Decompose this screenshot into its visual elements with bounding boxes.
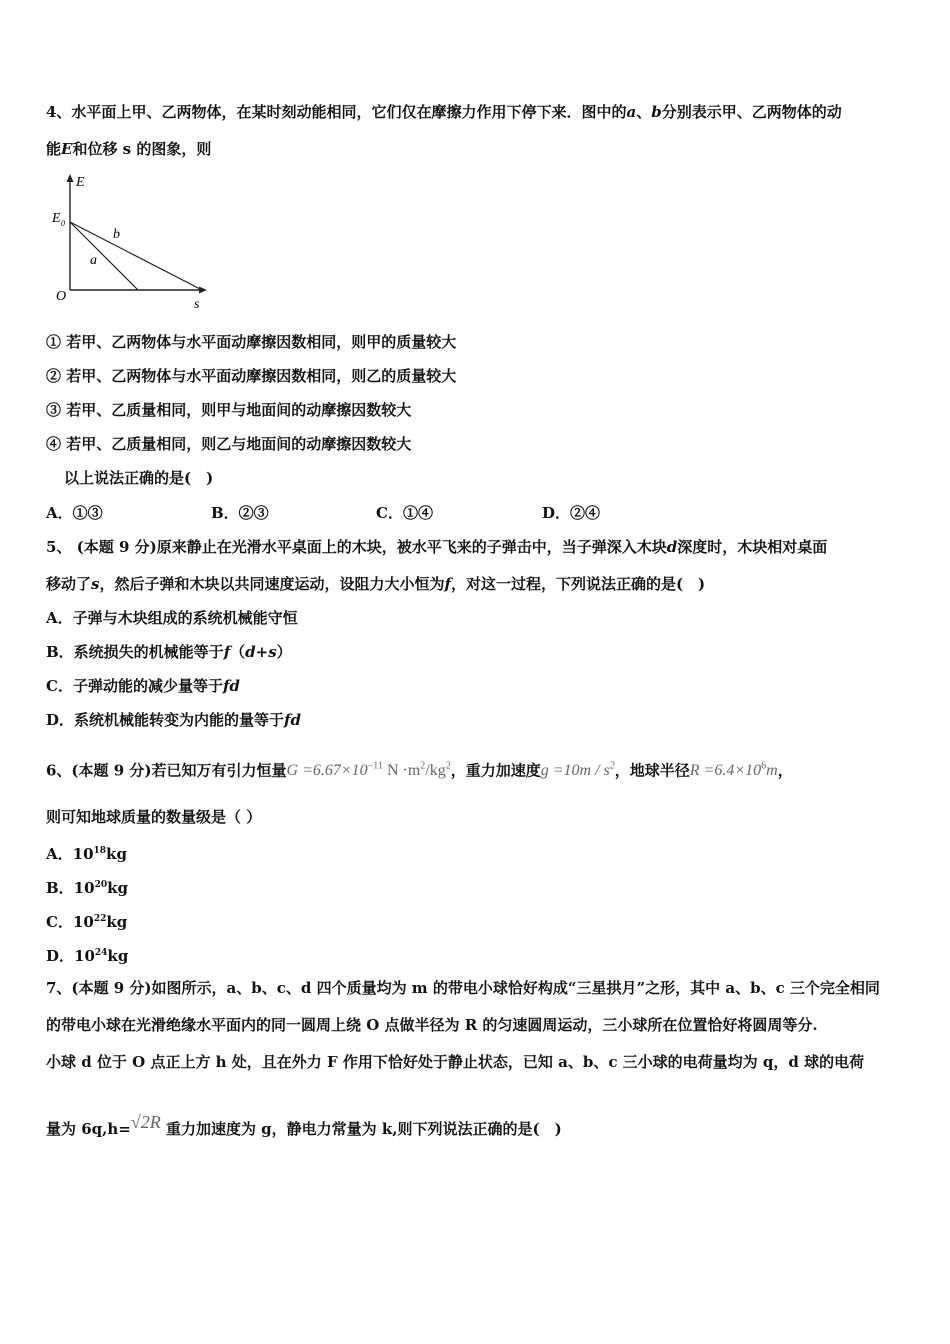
q5-text: 5、 (本题 9 分)原来静止在光滑水平桌面上的木块，被水平飞来的子弹击中，当子弹深入木块	[46, 538, 667, 556]
q6-G-unit-exp: 2	[420, 761, 426, 772]
q6-g-expr: g =10m / s	[540, 762, 610, 780]
q5-text: ，对这一过程，下列说法正确的是( )	[450, 575, 706, 593]
q6-earth-radius	[690, 762, 778, 779]
q5-option-b[interactable]	[46, 642, 292, 662]
q6-option-c-exp: 22	[93, 914, 107, 924]
q6-text: ，重力加速度	[450, 761, 541, 780]
q7-text: 量为 6q,h=	[46, 1120, 131, 1138]
q5-option-b-close: ）	[276, 643, 292, 661]
q4-line2	[46, 139, 211, 159]
q6-option-d-unit: kg	[107, 947, 129, 965]
q4-statement-2: ② 若甲、乙两物体与水平面动摩擦因数相同，则乙的质量较大	[46, 367, 457, 385]
q4-text: 4、水平面上甲、乙两物体，在某时刻动能相同，它们仅在摩擦力作用下停下来．图中的	[46, 103, 627, 121]
q5-text: ，然后子弹和木块以共同速度运动，设阻力大小恒为	[99, 575, 445, 593]
q4-text: 和位移 s 的图象，则	[72, 140, 212, 158]
q5-option-c[interactable]	[46, 676, 240, 696]
q6-option-b-label: B．10	[46, 879, 95, 897]
q5-var-f: f	[444, 575, 451, 593]
q5-option-c-text: C．子弹动能的减少量等于	[46, 677, 223, 695]
x-axis-label: s	[194, 297, 200, 312]
q7-line1: 7、(本题 9 分)如图所示，a、b、c、d 四个质量均为 m 的带电小球恰好构成“三星拱月”之形，其中 a、b、c 三个完全相同	[46, 979, 880, 997]
q5-option-d-expr: fd	[284, 711, 301, 729]
q6-option-a-exp: 18	[93, 846, 107, 856]
q6-option-a-label: A．10	[46, 845, 94, 863]
q4-line1	[46, 102, 842, 122]
q7-text: 重力加速度为 g，静电力常量为 k,则下列说法正确的是( )	[160, 1120, 562, 1138]
q6-G-exp: −11	[367, 761, 383, 772]
q5-text: 移动了	[46, 575, 92, 593]
q6-R-expr: R =6.4×10	[689, 762, 762, 780]
q4-sep: 、	[636, 103, 652, 121]
q4-var-b: b	[651, 103, 662, 121]
q6-gravity-acceleration	[541, 762, 615, 779]
q4-option-c[interactable]: C．①④	[376, 504, 433, 522]
q5-option-d-text: D．系统机械能转变为内能的量等于	[46, 711, 285, 729]
line-a	[70, 222, 138, 290]
q5-option-b-f: f	[223, 643, 231, 661]
q4-var-a: a	[626, 103, 637, 121]
q5-var-s: s	[91, 575, 100, 593]
q6-option-d[interactable]	[46, 943, 128, 966]
q6-line2: 则可知地球质量的数量级是（ ）	[46, 808, 262, 826]
q6-option-d-label: D．10	[46, 947, 95, 965]
q4-text: 能	[46, 140, 62, 158]
x-axis-arrow-icon	[199, 287, 207, 294]
q6-text: 6、(本题 9 分)若已知万有引力恒量	[46, 761, 287, 780]
start-label: E	[52, 211, 61, 226]
q4-option-d[interactable]: D．②④	[542, 504, 601, 522]
q4-option-a[interactable]: A．①③	[46, 504, 103, 522]
q6-option-a-unit: kg	[106, 845, 127, 863]
q6-gravitational-constant	[287, 762, 451, 779]
q5-line1	[46, 537, 827, 557]
line-b-label: b	[113, 227, 120, 242]
q7-line3: 小球 d 位于 O 点正上方 h 处，且在外力 F 作用下恰好处于静止状态，已知 a、b、c 三小球的电荷量均为 q，d 球的电荷	[46, 1053, 865, 1071]
q6-option-d-exp: 24	[94, 948, 108, 958]
q6-G-unit2: /kg	[425, 762, 446, 780]
q6-line1	[46, 755, 793, 783]
q6-R-exp: 6	[761, 761, 767, 772]
q6-G-unit2-exp: 2	[445, 761, 451, 772]
q4-var-E: E	[61, 140, 73, 158]
q6-option-b-unit: kg	[107, 879, 128, 897]
q5-text: 深度时，木块相对桌面	[677, 538, 828, 556]
q5-option-a[interactable]: A．子弹与木块组成的系统机械能守恒	[46, 609, 298, 627]
line-a-label: a	[90, 253, 97, 268]
q4-statement-3: ③ 若甲、乙质量相同，则甲与地面间的动摩擦因数较大	[46, 401, 412, 419]
q5-option-c-expr: fd	[222, 677, 240, 695]
q4-statement-1: ① 若甲、乙两物体与水平面动摩擦因数相同，则甲的质量较大	[46, 333, 457, 351]
q6-g-exp: 2	[609, 761, 615, 772]
q6-option-c-label: C．10	[46, 913, 94, 931]
q6-text: ，	[777, 761, 793, 780]
q5-option-b-paren: （	[230, 643, 246, 661]
q5-line2	[46, 574, 705, 594]
q5-option-b-text: B．系统损失的机械能等于	[46, 643, 224, 661]
q6-G-expr: G =6.67×10	[286, 762, 368, 780]
q6-option-b[interactable]	[46, 875, 128, 898]
q5-var-d: d	[666, 538, 678, 556]
q6-option-a[interactable]	[46, 841, 127, 864]
q4-statement-4: ④ 若甲、乙质量相同，则乙与地面间的动摩擦因数较大	[46, 435, 412, 453]
origin-label: O	[56, 289, 67, 304]
q4-text: 分别表示甲、乙两物体的动	[661, 103, 842, 121]
q5-option-d[interactable]	[46, 710, 301, 730]
q6-G-unit: N ·m	[382, 762, 421, 780]
q6-text: ，地球半径	[614, 761, 690, 780]
q6-R-unit: m	[766, 762, 778, 780]
q6-option-c-unit: kg	[106, 913, 128, 931]
q7-sqrt2R: √2R	[130, 1112, 161, 1132]
q6-option-c[interactable]	[46, 909, 127, 932]
start-sub-label: 0	[61, 219, 65, 228]
y-axis-arrow-icon	[67, 174, 74, 182]
q4-option-b[interactable]: B．②③	[211, 504, 269, 522]
q4-energy-displacement-graph	[50, 172, 220, 312]
y-axis-label: E	[76, 175, 85, 190]
q7-line4	[46, 1108, 562, 1143]
q7-line2: 的带电小球在光滑绝缘水平面内的同一圆周上绕 O 点做半径为 R 的匀速圆周运动，三小球所在位置恰好将圆周等分.	[46, 1016, 818, 1034]
q4-prompt: 以上说法正确的是( )	[64, 469, 214, 487]
q5-option-b-expr: d+s	[245, 643, 277, 661]
q6-option-b-exp: 20	[94, 880, 108, 890]
